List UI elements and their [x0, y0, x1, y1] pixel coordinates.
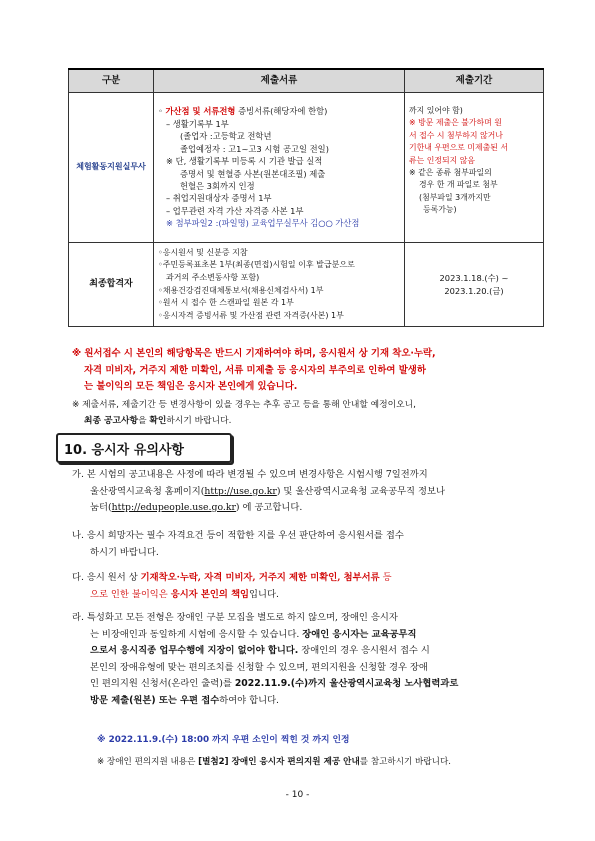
item-ga: 가. 본 시험의 공고내용은 사정에 따라 변경될 수 있으며 변경사항은 시험시행 7일전까지 울산광역시교육청 홈페이지(http://use.go.kr) 및 울산광역시교육청 교육공무직 정보나 눔터(http://edupeople.use.go.kr) 에 공고합니다.: [72, 469, 445, 513]
row2-category: 최종합격자: [69, 243, 154, 327]
warning-line: ※ 원서접수 시 본인의 해당항목은 반드시 기재하여야 하며, 응시원서 상 기재 착오·누락,: [72, 348, 436, 359]
item-ra: 라. 특성화고 모든 전형은 장애인 구분 모집을 별도로 하지 않으며, 장애인 응시자 는 비장애인과 동일하게 시험에 응시할 수 있습니다. 장애인 응시자는 교육공무직 으로서 응시직종 업무수행에 지장이 없어야 합니다. 장애인의 경우 응시원서 접수 시 본인의 장애유형에 맞는 편의조치를 신청할 수 있으며, 편의지원을 신청할 경우 장애 인 편의지원 신청서(온라인 출력)를 2022.11.9.(수)까지 울산광역시교육청 노사협력과로 방문 제출(원본) 또는 우편 접수하여야 합니다.: [72, 612, 459, 706]
row1-category: 체험활동지원실무사: [69, 93, 154, 243]
table-row: [69, 243, 544, 327]
link-use-go-kr[interactable]: http://use.go.kr: [204, 485, 277, 497]
item-da: 다. 응시 원서 상 기재착오·누락, 자격 미비자, 거주지 제한 미확인, 첨부서류 등 으로 인한 불이익은 응시자 본인의 책임입니다.: [72, 572, 392, 600]
doc-line: – 취업지원대상자 증명서 1부: [166, 193, 272, 204]
doc-line-attachment: ※ 첨부파일2 :(파일명) 교육업무실무사 김○○ 가산점: [166, 218, 360, 229]
header-period: 제출기간: [405, 69, 544, 93]
section-title: 10. 응시자 유의사항: [64, 443, 184, 458]
page-number: - 10 -: [285, 790, 310, 800]
doc-line: ◦채용건강검진대체통보서(채용신체검사서) 1부: [158, 285, 324, 295]
change-line: 최종 공고사항을 확인하시기 바랍니다.: [84, 416, 232, 426]
warning-line: 는 불이익의 모든 책임은 응시자 본인에게 있습니다.: [84, 381, 298, 392]
period-line: 까지 있어야 함): [409, 106, 463, 115]
doc-line: (졸업자 :고등학교 전학년: [180, 131, 272, 142]
row2-period: [405, 243, 544, 327]
doc-line: ◦응시원서 및 신분증 지참: [158, 247, 248, 257]
submission-table: [68, 68, 544, 327]
row1-documents: [154, 93, 405, 243]
doc-line: – 생활기록부 1부: [166, 118, 229, 129]
header-category: 구분: [69, 69, 154, 93]
period-line: 경우 한 개 파일로 첨부: [419, 180, 498, 190]
table-row: [69, 93, 544, 243]
period-line: ※ 같은 종류 첨부파일의: [409, 168, 492, 178]
period-line: 등록가능): [423, 205, 457, 215]
period-line: 서 접수 시 첨부하지 않거나: [409, 130, 503, 140]
doc-line: ◦주민등록표초본 1부(최종(면접)시험일 이후 발급분으로: [158, 260, 355, 270]
table-header-row: [69, 69, 544, 93]
period-line: ※ 방문 제출은 불가하며 원: [409, 118, 502, 128]
warning-line: 자격 미비자, 거주지 제한 미확인, 서류 미제출 등 응시자의 부주의로 인하여 발생하: [84, 364, 426, 376]
warning-note: [72, 346, 552, 396]
doc-line: 졸업예정자 : 고1~고3 시험 공고일 전일): [180, 143, 329, 154]
period-line: (첨부파일 3개까지만: [419, 192, 491, 202]
doc-line: ◦ 가산점 및 서류전형 증빙서류(해당자에 한함): [158, 106, 328, 117]
period-line: 류는 인정되지 않음: [409, 155, 475, 165]
doc-emphasis: 가산점 및 서류전형: [165, 106, 236, 117]
item-na: 나. 응시 희망자는 필수 자격요건 등이 적합한 지를 우선 판단하여 응시원서를 접수 하시기 바랍니다.: [72, 530, 404, 558]
doc-line: 증명서 및 현혈증 사본(원본대조필) 제출: [180, 168, 326, 179]
deadline-note: ※ 2022.11.9.(수) 18:00 까지 우편 소인이 찍힌 것 까지 인정: [97, 735, 350, 745]
period-start: 2023.1.18.(수) ~: [439, 273, 509, 284]
period-line: 기한내 우편으로 미제출된 서: [409, 143, 508, 153]
header-documents: 제출서류: [154, 69, 405, 93]
doc-line: 헌혈은 3회까지 인정: [180, 180, 255, 191]
doc-line: ◦응시자격 증빙서류 및 가산점 관련 자격증(사본) 1부: [158, 310, 344, 320]
link-edupeople[interactable]: http://edupeople.use.go.kr: [111, 502, 236, 513]
attachment-note: ※ 장애인 편의지원 내용은 [별첨2] 장애인 응시자 편의지원 제공 안내를 참고하시기 바랍니다.: [97, 757, 451, 767]
period-end: 2023.1.20.(금): [444, 285, 504, 296]
doc-line: ◦원서 시 접수 한 스캔파일 원본 각 1부: [158, 298, 294, 308]
doc-line: ※ 단, 생활기록부 미등록 시 기관 발급 실적: [166, 156, 323, 167]
change-line: ※ 제출서류, 제출기간 등 변경사항이 있을 경우는 추후 공고 등을 통해 안내할 예정이오니,: [72, 400, 416, 410]
doc-line: 과거의 주소변동사항 포함): [166, 272, 260, 282]
row2-documents: [154, 243, 405, 327]
doc-line: – 업무관련 자격 가산 자격증 사본 1부: [166, 205, 304, 216]
change-note: [72, 397, 552, 429]
row1-period: [405, 93, 544, 243]
